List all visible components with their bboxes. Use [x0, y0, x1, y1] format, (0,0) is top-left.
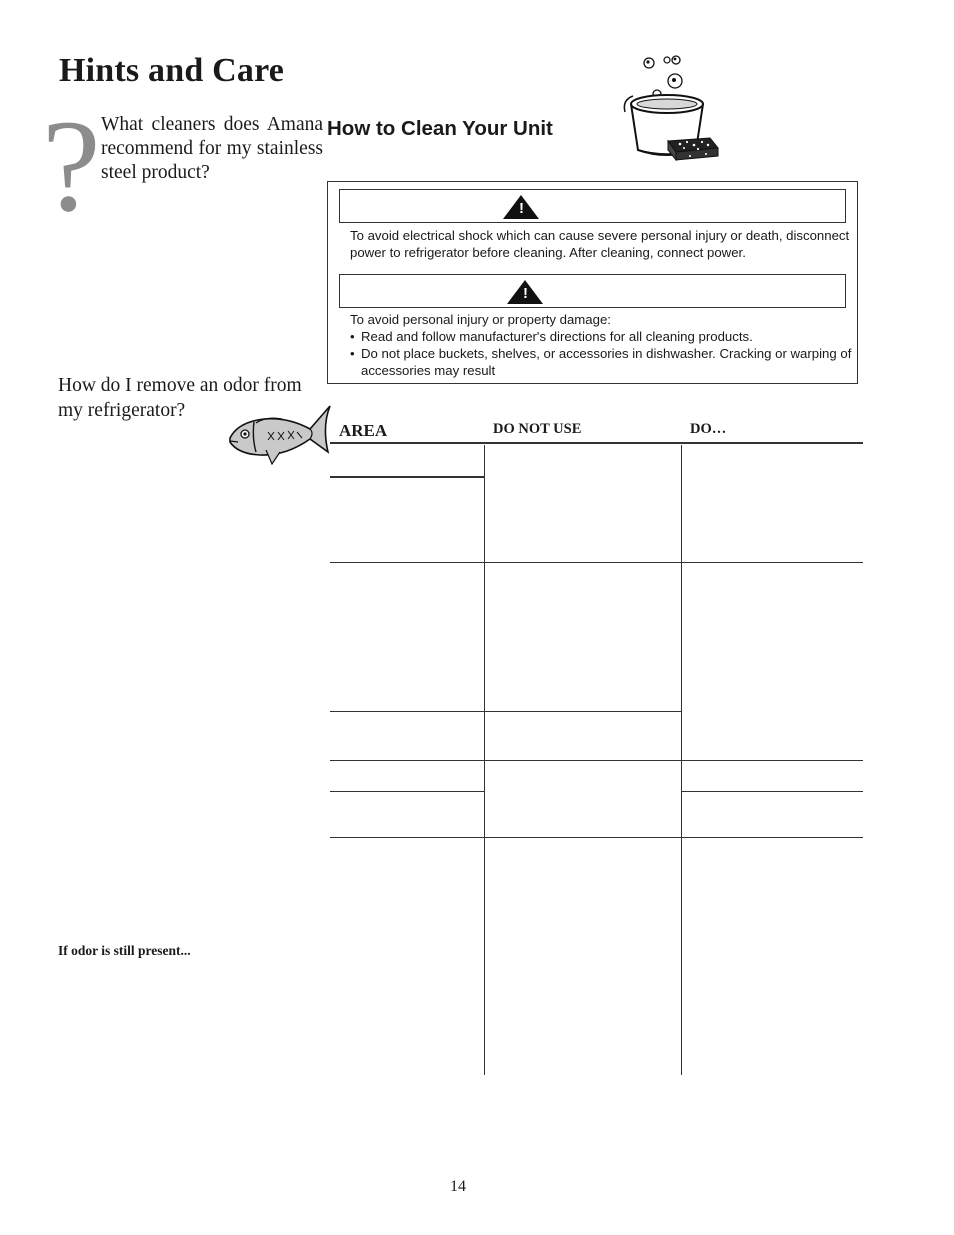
warning-triangle-icon [503, 195, 539, 219]
bucket-sponge-icon [620, 52, 724, 164]
question-mark-icon: ? [42, 92, 101, 239]
table-row-divider [681, 791, 863, 792]
question-odor: How do I remove an odor from my refrigerator? [58, 375, 302, 421]
table-header-do-not-use: DO NOT USE [493, 421, 582, 437]
page-number: 14 [450, 1178, 466, 1195]
table-header-area: AREA [339, 421, 388, 440]
warning-box [327, 181, 858, 384]
table-header-rule [330, 442, 863, 444]
table-column-divider [681, 445, 682, 1075]
table-row-divider [330, 562, 863, 563]
odor-note: If odor is still present... [58, 943, 191, 958]
warning-banner [339, 274, 846, 308]
warning-intro: To avoid personal injury or property damage: [350, 312, 611, 327]
question-stainless-steel: What cleaners does Amana recommend for my stainless steel product? [101, 114, 323, 183]
warning-symbol: ! [519, 200, 524, 217]
warning-injury-text [350, 311, 855, 379]
warning-bullet: • Read and follow manufacturer's directions for all cleaning products. [350, 328, 855, 345]
warning-banner [339, 189, 846, 223]
warning-triangle-icon [507, 280, 543, 304]
table-row-divider [330, 476, 484, 478]
section-heading: How to Clean Your Unit [327, 117, 553, 140]
table-row-divider [330, 791, 484, 792]
table-row-divider [330, 837, 863, 838]
table-row-divider [330, 760, 863, 761]
warning-bullets [350, 328, 855, 379]
warning-symbol: ! [523, 285, 528, 302]
fish-icon [226, 402, 334, 466]
warning-bullet: • Do not place buckets, shelves, or accessories in dishwasher. Cracking or warping of accessories may result [350, 345, 855, 379]
table-row-divider [330, 711, 681, 712]
warning-electrical-text: To avoid electrical shock which can cause severe personal injury or death, disconnect power to refrigerator before cleaning. After cleaning, connect power. [350, 228, 850, 260]
table-header-do: DO… [690, 421, 727, 437]
table-column-divider [484, 445, 485, 1075]
page-title: Hints and Care [59, 52, 285, 89]
